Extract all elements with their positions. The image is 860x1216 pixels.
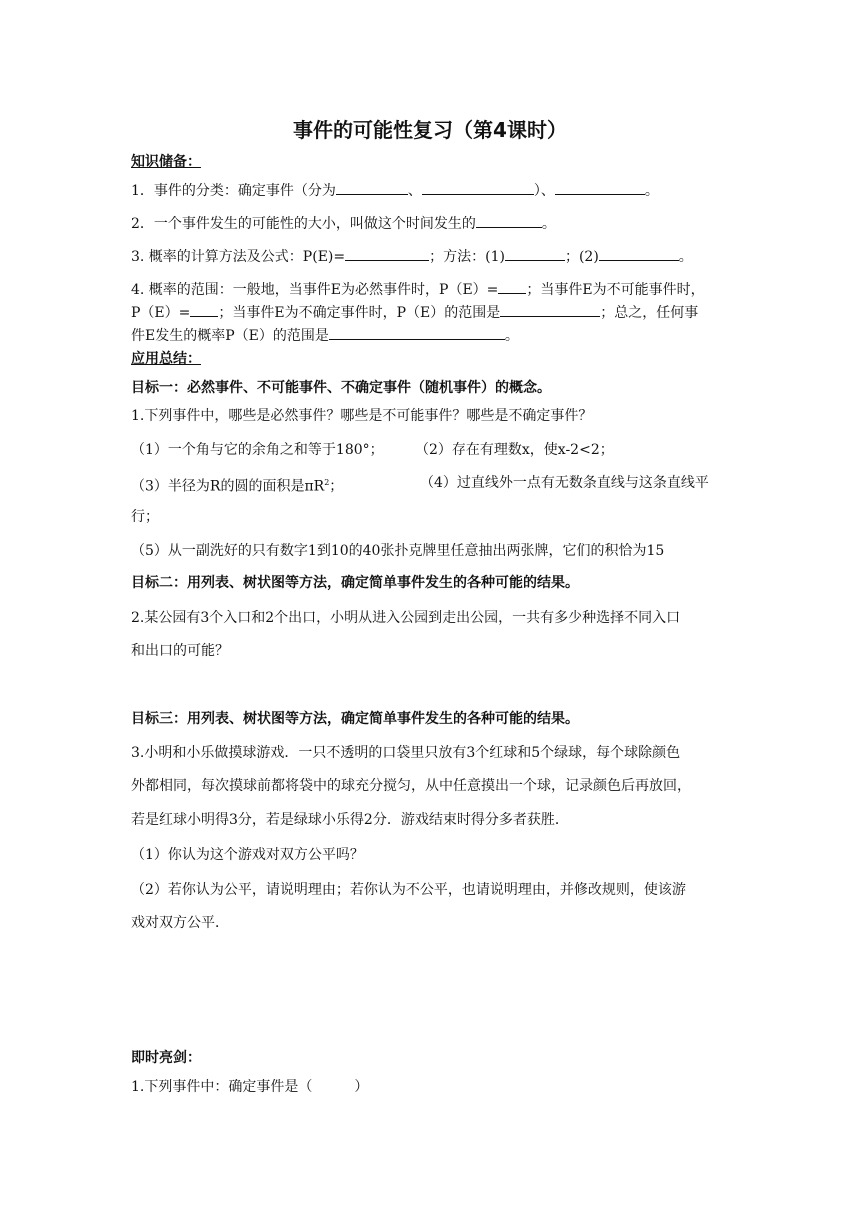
q3-second: ；(2) — [564, 249, 599, 265]
knowledge-q2 — [131, 213, 556, 234]
problem-1-item-2: （2）存在有理数x，使x-2<2； — [415, 442, 614, 458]
q3-blank-2[interactable] — [505, 246, 565, 261]
problem-2-line-2: 和出口的可能？ — [131, 643, 229, 659]
quiz-question-1: 1.下列事件中：确定事件是（ ） — [131, 1079, 369, 1095]
q1-text: 1．事件的分类：确定事件（分为 — [131, 183, 336, 199]
item-3-exponent: 2 — [324, 478, 330, 487]
knowledge-heading: 知识储备： — [131, 154, 201, 170]
goal-two: 目标二：用列表、树状图等方法，确定简单事件发生的各种可能的结果。 — [131, 575, 579, 591]
apply-heading: 应用总结： — [131, 351, 201, 367]
item-3-text: （3）半径为R的圆的面积是πR — [131, 478, 325, 495]
problem-3-line-1: 3.小明和小乐做摸球游戏．一只不透明的口袋里只放有3个红球和5个绿球，每个球除颜色 — [131, 745, 681, 761]
problem-3-question-2: （2）若你认为公平，请说明理由；若你认为不公平，也请说明理由，并修改规则，使该游 — [131, 882, 686, 898]
page-title: 事件的可能性复习（第4课时） — [293, 118, 567, 142]
q4-text-e: ；总之，任何事 — [600, 305, 699, 321]
knowledge-q4-line2 — [131, 302, 698, 323]
problem-1-item-4-cont: 行； — [131, 509, 159, 525]
problem-3-question-1: （1）你认为这个游戏对双方公平吗？ — [131, 847, 364, 863]
q2-blank[interactable] — [476, 213, 542, 228]
problem-3-line-3: 若是红球小明得3分，若是绿球小乐得2分．游戏结束时得分多者获胜． — [131, 812, 569, 828]
q4-text-d: ；当事件E为不确定事件时，P（E）的范围是 — [218, 305, 501, 321]
q3-blank-3[interactable] — [599, 246, 679, 261]
q1-blank-1[interactable] — [336, 180, 408, 195]
q1-close: ）、 — [533, 183, 555, 199]
q1-blank-2[interactable] — [422, 180, 534, 195]
q4-blank-2[interactable] — [190, 302, 218, 317]
q3-end: 。 — [678, 249, 693, 265]
problem-2-line-1: 2.某公园有3个入口和2个出口，小明从进入公园到走出公园，一共有多少种选择不同入口 — [131, 610, 681, 626]
problem-1-item-4: （4）过直线外一点有无数条直线与这条直线平 — [420, 475, 709, 491]
knowledge-q3 — [131, 246, 693, 267]
q1-end: 。 — [644, 183, 659, 199]
q3-method: ；方法：(1) — [429, 249, 505, 265]
q4-text-b: ；当事件E为不可能事件时， — [526, 282, 705, 298]
q2-end: 。 — [541, 216, 556, 232]
q4-text-c: P（E）= — [131, 305, 191, 321]
problem-1: 1.下列事件中，哪些是必然事件？哪些是不可能事件？哪些是不确定事件？ — [131, 408, 593, 424]
q2-text: 2．一个事件发生的可能性的大小，叫做这个时间发生的 — [131, 216, 476, 232]
q4-blank-4[interactable] — [329, 325, 505, 340]
q4-text-f: 件E发生的概率P（E）的范围是 — [131, 328, 329, 344]
q1-blank-3[interactable] — [555, 180, 645, 195]
problem-1-item-3 — [131, 473, 343, 497]
problem-1-item-1: （1）一个角与它的余角之和等于180°； — [131, 442, 384, 458]
knowledge-q4-line3 — [131, 325, 519, 346]
q4-end: 。 — [504, 328, 519, 344]
goal-one: 目标一：必然事件、不可能事件、不确定事件（随机事件）的概念。 — [131, 380, 551, 396]
q3-text: 3. 概率的计算方法及公式：P(E)= — [131, 249, 346, 265]
problem-3-line-2: 外都相同，每次摸球前都将袋中的球充分搅匀，从中任意摸出一个球，记录颜色后再放回， — [131, 778, 691, 794]
knowledge-q4-line1 — [131, 279, 705, 300]
knowledge-q1 — [131, 180, 659, 201]
q1-sep: 、 — [407, 183, 422, 199]
quiz-heading: 即时亮剑： — [131, 1050, 201, 1066]
item-3-end: ； — [329, 478, 344, 495]
q3-blank-1[interactable] — [345, 246, 429, 261]
q4-blank-3[interactable] — [500, 302, 600, 317]
q4-blank-1[interactable] — [498, 279, 526, 294]
q4-text-a: 4. 概率的范围：一般地，当事件E为必然事件时，P（E）= — [131, 282, 499, 298]
problem-1-item-5: （5）从一副洗好的只有数字1到10的40张扑克牌里任意抽出两张牌，它们的积恰为15 — [131, 543, 665, 559]
goal-three: 目标三：用列表、树状图等方法，确定简单事件发生的各种可能的结果。 — [131, 711, 579, 727]
problem-3-question-2-cont: 戏对双方公平． — [131, 915, 229, 931]
